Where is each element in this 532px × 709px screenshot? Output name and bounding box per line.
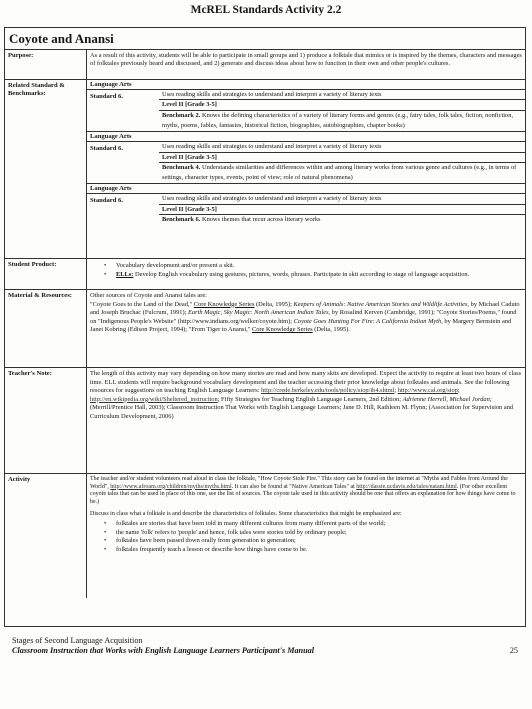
list-item: • ELLs: Develop English vocabulary using gestures, pictures, words, phrases. Participate in skit according to stage of language acquisition. bbox=[90, 271, 522, 280]
page-title: McREL Standards Activity 2.2 bbox=[190, 4, 342, 16]
resource-link[interactable]: http://www.afroam.org/children/myths/myths.html bbox=[110, 483, 232, 490]
benchmark-text: Benchmark 4. Understands similarities and differences within and among literary works from various genre and cultures (e.g., in terms of settings, character types, events, point of view; role of natural phenomena) bbox=[162, 164, 517, 182]
benchmark-group bbox=[87, 183, 525, 225]
benchmark-text: Benchmark 6. Knows themes that recur across literary works bbox=[162, 216, 321, 224]
lesson-title: Coyote and Anansi bbox=[9, 31, 114, 46]
standard-description: Uses reading skills and strategies to understand and interpret a variety of literary texts bbox=[159, 194, 525, 204]
activity-label: Activity bbox=[5, 474, 87, 598]
benchmarks-cell bbox=[87, 80, 525, 258]
resource-link[interactable]: http://en.wikipedia.org/wiki/Sheltered_instruction bbox=[90, 395, 218, 403]
activity-text: The teacher and/or student volunteers read aloud in class the folktale, "How Coyote Stole Fire." This story can be found on the internet at "Myths and Fables from Around the World", http://www.afroam.org/children/myths/myths.html. It can also be found at "Native American Tales" at http://dassie.ucdavis.edu/tales/natam.html. (For other excellent coyote tales that can be used in place of this one, see the list of sources. The coyote tale used in this activity should be one that offers an explanation for how things have come to be.) Discuss in class what a folktale is and describe the characteristics of folktales. Some characteristics that might be emphasized are: • folktales are stories that have been told in many different cultures from many different parts of the world; • the name 'folk' refers to 'people' and hence, folk tales were stories told by ordinary people; • folktales have been passed down orally from generation to generation; • folktales frequently teach a lesson or describe how things have come to be. bbox=[87, 474, 525, 598]
purpose-label: Purpose: bbox=[5, 50, 87, 79]
level-label: Level II [Grade 3-5] bbox=[159, 153, 525, 163]
benchmarks-label: Related Standard & Benchmarks: bbox=[5, 80, 87, 258]
list-item: • the name 'folk' refers to 'people' and hence, folk tales were stories told by ordinary people; bbox=[90, 529, 522, 538]
page-number: 25 bbox=[509, 646, 518, 655]
materials-text: Other sources of Coyote and Anansi tales are: "Coyote Goes to the Land of the Dead," Core Knowledge Series (Delta, 1995); Keepers of Animals: Native American Stories and Wildlife Activities, by Michael Caduto and Joseph Bruchac (Fulcrum, 1991); Earth Magic, Sky Magic: North American Indian Tales, by Rosalind Kerven (Cambridge, 1991); "Coyote Stories/Poems," found on "Indigenous People's Website" (http://www.indians.org/welker/coyote.htm); Coyote Goes Hunting For Fire: A California Indian Myth, by Margery Bernstein and Janet Kobring (Edison Project, 1994); "From Tiger to Anansi," Core Knowledge Series (Delta, 1995). bbox=[90, 292, 520, 334]
list-item: • folktales frequently teach a lesson or describe how things have come to be. bbox=[90, 546, 522, 555]
materials-label: Material & Resources: bbox=[5, 290, 87, 367]
level-label: Level II [Grade 3-5] bbox=[159, 205, 525, 215]
subject-heading: Language Arts bbox=[87, 132, 525, 142]
benchmark-group bbox=[87, 131, 525, 183]
page-footer bbox=[12, 636, 520, 656]
resource-link[interactable]: http://crede.berkeley.edu/tools/policy/siop/ib4.shtml bbox=[261, 387, 395, 395]
purpose-text: As a result of this activity, students will be able to participate in small groups and 1) produce a folktale that mimics or is inspired by the themes, characters and messages of folktales previously heard and discussed, and 2) generate and discuss ideas about how to function in their own and other people's cultures. bbox=[90, 52, 522, 68]
teacher-note-row bbox=[5, 368, 525, 474]
footer-line1: Stages of Second Language Acquisition bbox=[12, 636, 143, 645]
activity-table bbox=[4, 27, 526, 627]
characteristics-list bbox=[90, 520, 522, 554]
level-label: Level II [Grade 3-5] bbox=[159, 100, 525, 110]
resource-link[interactable]: http://dassie.ucdavis.edu/tales/natam.html bbox=[356, 483, 457, 490]
activity-grid bbox=[5, 49, 525, 598]
standard-label: Standard 6. bbox=[90, 145, 123, 153]
benchmark-group bbox=[87, 80, 525, 131]
activity-row bbox=[5, 474, 525, 598]
purpose-row bbox=[5, 50, 525, 80]
materials-row bbox=[5, 290, 525, 368]
teacher-note-text: The length of this activity may vary depending on how many stories are read and how many skits are developed. Expect the activity to require at least two hours of class time. ELL students will require background vocabulary development and the teacher accessing their prior knowledge about folktales and animals. See the following resources for suggestions on teaching English Language Learners: http://crede.berkeley.edu/tools/policy/siop/ib4.shtml; http://www.cal.org/siop; http://en.wikipedia.org/wiki/Sheltered_instruction; Fifty Strategies for Teaching English Language Learners, 2nd Edition; Adrienne Herrell, Michael Jordan; (Merrill/Prentice Hall, 2003); Classroom Instruction That Works with English Language Learners; Jane D. Hill, Kathleen M. Flynn; (Association for Supervision and Curriculum Development, 2006) bbox=[90, 370, 522, 420]
product-list bbox=[90, 262, 522, 279]
footer-line2: Classroom Instruction that Works with English Language Learners Participant's Manual bbox=[12, 646, 315, 655]
standard-label: Standard 6. bbox=[90, 93, 123, 100]
teacher-note-label: Teacher's Note: bbox=[5, 368, 87, 473]
benchmark-text: Benchmark 2. Knows the defining characteristics of a variety of literary forms and genres (e.g., fairy tales, folk tales, fiction, nonfiction, myths, poems, fables, fantasies, historical fiction, biographies, autobiographies, chapter books) bbox=[162, 111, 514, 130]
list-item: • folktales are stories that have been told in many different cultures from many different parts of the world; bbox=[90, 520, 522, 529]
standard-label: Standard 6. bbox=[90, 197, 123, 205]
subject-heading: Language Arts bbox=[87, 80, 525, 90]
standard-description: Uses reading skills and strategies to understand and interpret a variety of literary texts bbox=[159, 142, 525, 152]
student-product-row bbox=[5, 259, 525, 290]
subject-heading: Language Arts bbox=[87, 184, 525, 194]
student-product-label: Student Product: bbox=[5, 259, 87, 289]
list-item: • Vocabulary development and/or present a skit. bbox=[90, 262, 522, 271]
list-item: • folktales have been passed down orally from generation to generation; bbox=[90, 537, 522, 546]
standard-description: Uses reading skills and strategies to understand and interpret a variety of literary texts bbox=[159, 90, 525, 100]
resource-link[interactable]: http://www.cal.org/siop bbox=[397, 387, 458, 395]
benchmarks-row bbox=[5, 80, 525, 259]
